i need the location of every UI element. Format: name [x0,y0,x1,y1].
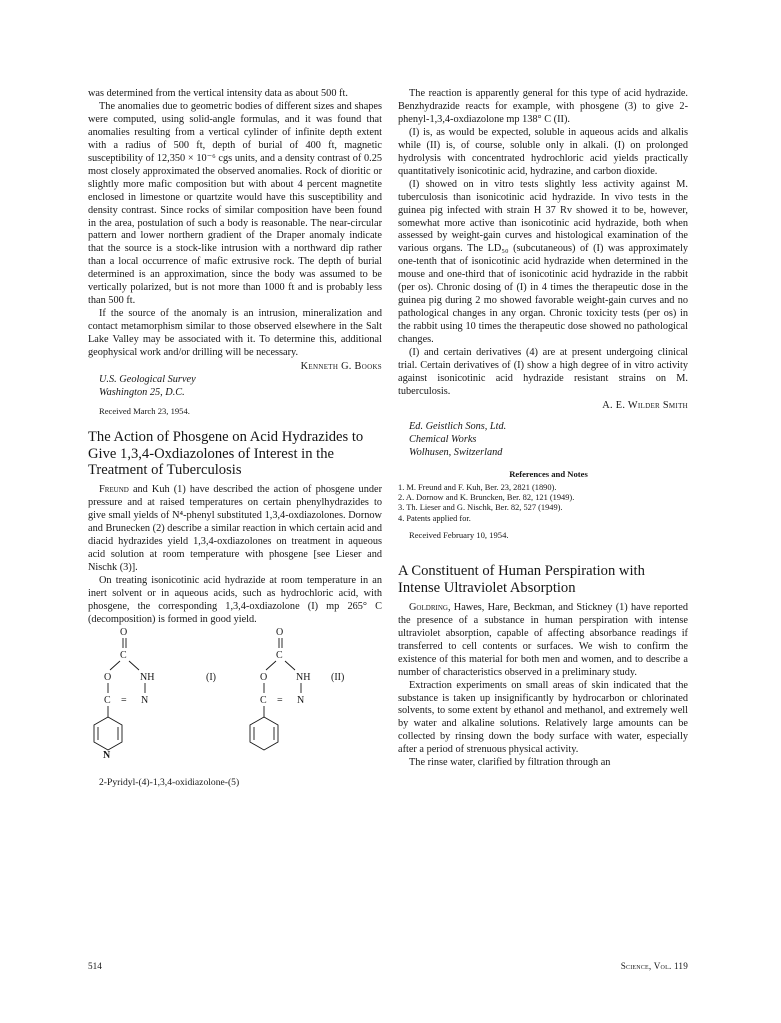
page-number: 514 [88,961,102,971]
atom-c-top: C [276,649,283,661]
double-bond-sign: = [121,694,127,706]
reference-item: 4. Patents applied for. [398,513,471,523]
paragraph: (I) is, as would be expected, soluble in aqueous acids and alkalis while (II) is, of course, soluble only in alkali. (I) on prolonged hydrolysis with concentrated hydrochloric acid yields practically quantitatively isonicotinic acid, hydrazine, and carbon dioxide. [398,126,688,177]
lead-word: Freund [99,484,129,496]
journal-footer: Science, Vol. 119 [620,961,688,971]
chemical-structures [88,627,382,777]
affiliation-line: Wolhusen, Switzerland [409,446,503,458]
structure-caption: 2-Pyridyl-(4)-1,3,4-oxidiazolone-(5) [99,776,240,788]
paragraph: On treating isonicotinic acid hydrazide at room temperature in an inert solvent or in aqueous acids, such as hydrochloric acid, with phosgene, the corresponding 1,3,4-oxdiazolone (I) mp 265° C (decomposition) is formed in good yield. [88,574,382,625]
paragraph: The reaction is apparently general for this type of acid hydrazide. Benzhydrazide reacts for example, with phosgene (3) to give 2-phenyl-1,3,4-oxdiazolone mp 138° C (II). [398,88,688,125]
atom-c-bottom: C [104,694,111,706]
bond [110,661,120,670]
atom-o-ring: O [104,671,112,683]
bond [285,661,295,670]
pyridine-n: N [103,749,111,761]
affiliation-line: Washington 25, D.C. [99,386,185,398]
references-title: References and Notes [509,468,588,479]
right-column [398,88,688,770]
author-name: Kenneth G. Books [300,361,382,373]
atom-n: N [297,694,305,706]
paragraph-text: and Kuh (1) have described the action of phosgene under pressure and at raised temperatures on certain phenylhydrazides to give small yields of N⁴-phenyl substituted 1,3,4-oxdiazolones. Dornow and Brunecken (2) describe a similar reaction in which certain acid and diacid hydrazides yield 1,3,4-oxdiazolones on treatment in aqueous acid solution at room temperature with phosgene [see Lieser and Nischk (3)]. [88,484,382,573]
paragraph: If the source of the anomaly is an intrusion, mineralization and contact metamorphism similar to those observed elsewhere in the Salt Lake Valley may be associated with it. To determine this, additional geophysical work and/or drilling will be necessary. [88,308,382,359]
left-column [88,88,382,789]
structure-i [94,627,216,761]
atom-c-top: C [120,649,127,661]
atom-o-top: O [120,626,128,638]
label-ii: (II) [331,671,345,683]
atom-o-top: O [276,626,284,638]
label-i: (I) [206,671,216,683]
bond [129,661,139,670]
paragraph: The anomalies due to geometric bodies of different sizes and shapes were computed, using solid-angle formulas, and it was found that anomalies resulting from a vertical cylinder of infinite depth extent with a radius of 500 ft, depth of burial of 400 ft, magnetic susceptibility of 12,350 × 10⁻⁶ cgs units, and a density contrast of 0.25 most closely approximated the observed anomalies. Rock of dioritic or slightly more mafic composition but with about 4 percent magnetite enclosed in limestone or quartzite would have this susceptibility and density contrast. Since rocks of similar composition have been found in the area, postulation of such a body is reasonable. The near-circular pattern and lower northern gradient of the Draper anomaly indicate that the source is a stock-like intrusion with a northward dip rather than a local occurrence of mafic extrusive rock. The depth of burial determined is an approximation, since the body was assumed to be vertically polarized, but is not more than 1000 ft and is probably less than 500 ft. [88,100,382,307]
article-title: A Constituent of Human Perspiration with Intense Ultraviolet Absorption [398,563,645,597]
references-list [398,483,688,525]
author-name: A. E. Wilder Smith [602,399,688,411]
reference-item: 3. Th. Lieser and G. Nischk, Ber. 82, 527 (1949). [398,503,563,513]
received-date: Received February 10, 1954. [409,530,509,541]
author-signature [398,400,688,413]
affiliation-line: U.S. Geological Survey [99,373,196,385]
atom-n: N [141,694,149,706]
paragraph: (I) and certain derivatives (4) are at present undergoing clinical trial. Certain derivatives of (I) show a high degree of in vitro activity against isonicotinic acid hydrazide resistant strains on M. tuberculosis. [398,347,688,397]
atom-nh: NH [140,671,155,683]
paragraph: Extraction experiments on small areas of skin indicated that the substance is taken up insignificantly by hydrocarbon or chlorinated solvents, to some extent by ethanol and methanol, and extremely well by water and alkaline solutions. Relatively large amounts can be collected by rinsing down the body surface with water, especially after a period of strenuous physical activity. [398,679,688,756]
affiliation-line: Ed. Geistlich Sons, Ltd. [409,420,507,432]
structure-diagram [88,627,382,777]
affiliation-line: Chemical Works [409,433,477,445]
paragraph [88,484,382,575]
atom-o-ring: O [260,671,268,683]
double-bond-sign: = [277,694,283,706]
lead-word: Goldring [409,601,448,613]
structure-ii [250,627,344,750]
author-signature [88,361,382,374]
reference-item: 2. A. Dornow and K. Bruncken, Ber. 82, 121 (1949). [398,493,575,503]
article-title: The Action of Phosgene on Acid Hydrazides to Give 1,3,4-Oxdiazolones of Interest in the Treatment of Tuberculosis [88,428,364,479]
bond [266,661,276,670]
paragraph: was determined from the vertical intensity data as about 500 ft. [88,88,348,99]
received-date: Received March 23, 1954. [99,405,190,416]
reference-item: 1. M. Freund and F. Kuh, Ber. 23, 2821 (1890). [398,482,557,492]
paragraph: (I) showed on in vitro tests slightly less activity against M. tuberculosis than isonicotinic acid hydrazide. In vivo tests in the guinea pig infected with strain H 37 Rv showed it to be, however, somewhat more active than isonicotinic acid hydrazide, both when assessed by weight-gain curves and histological examination of the various organs. The LD₅₀ (subcutaneous) of (I) was approximately one-tenth that of isonicotinic acid hydrazide when determined in the mouse and one-third that of isonicotinic acid hydrazide in the rabbit (per os). Chronic dosing of (I) in 4 times the therapeutic dose in the guinea pig during 2 mo showed favorable weight-gain curves and no pathological changes in any organ. Chronic toxicity tests (per os) in the rabbit using 10 times the therapeutic dose showed no pathological changes. [398,178,688,346]
atom-nh: NH [296,671,311,683]
paragraph-text: , Hawes, Hare, Beckman, and Stickney (1) have reported the presence of a substance in human perspiration with intense ultraviolet absorption, capable of affecting absorbance readings if transferred to cell contents or surfaces. We wish to confirm the existence of this material for both men and women, and to describe a number of characteristics observed in a preliminary study. [398,601,688,678]
paragraph: The rinse water, clarified by filtration through an [409,757,611,769]
paragraph [398,602,688,680]
atom-c-bottom: C [260,694,267,706]
